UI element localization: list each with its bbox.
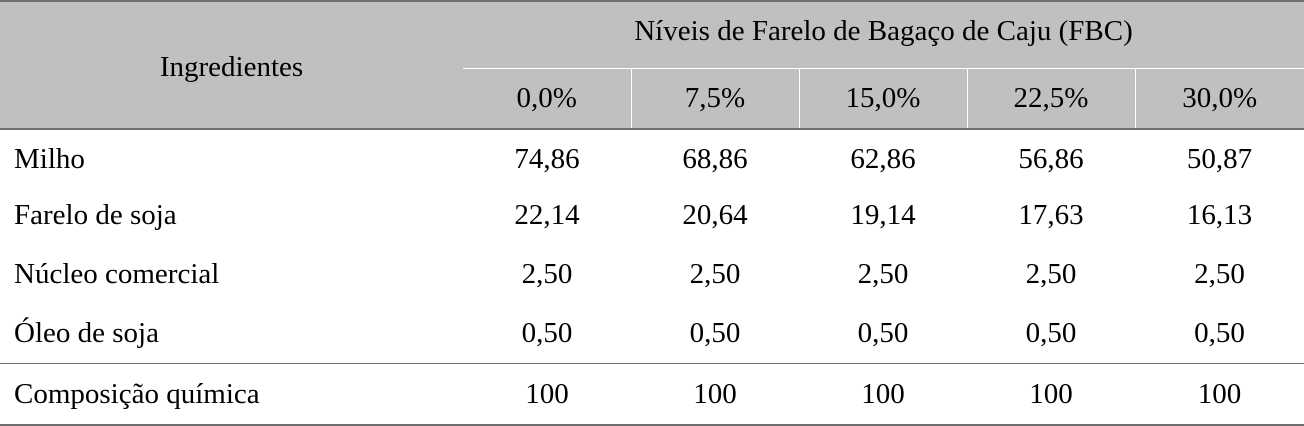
- table-cell: 0,50: [799, 304, 967, 364]
- level-header: 15,0%: [799, 69, 967, 130]
- table-cell: 22,14: [514, 199, 580, 231]
- level-header: 0,0%: [463, 69, 631, 130]
- table-row: [0, 129, 1304, 186]
- table-cell: 20,64: [682, 199, 748, 231]
- table-cell: 100: [631, 364, 799, 426]
- ingredient-name: Óleo de soja: [0, 304, 463, 364]
- table-header: [0, 1, 1304, 129]
- table-cell: 100: [1135, 364, 1304, 426]
- table-cell: 2,50: [857, 258, 909, 290]
- table-body: [0, 129, 1304, 425]
- table-row: [0, 186, 1304, 245]
- table-cell: 0,50: [1135, 304, 1304, 364]
- table-cell: 100: [799, 364, 967, 426]
- table-cell: 62,86: [850, 142, 916, 175]
- level-header: 7,5%: [631, 69, 799, 130]
- table-cell: 16,13: [1186, 199, 1253, 231]
- total-row: [0, 364, 1304, 426]
- table-cell: 68,86: [682, 142, 748, 175]
- table-cell: 100: [463, 364, 631, 426]
- table-row: [0, 245, 1304, 304]
- total-row-label: Composição química: [0, 364, 463, 426]
- table-cell: 2,50: [689, 258, 741, 290]
- table-row: [0, 304, 1304, 364]
- fbc-levels-header: Níveis de Farelo de Bagaço de Caju (FBC): [463, 1, 1304, 69]
- ingredient-name: Farelo de soja: [14, 199, 177, 231]
- table-cell: 2,50: [521, 258, 573, 290]
- level-header: 30,0%: [1135, 69, 1304, 130]
- ingredient-name: Núcleo comercial: [14, 258, 220, 290]
- table-cell: 0,50: [463, 304, 631, 364]
- table-cell: 2,50: [1025, 258, 1077, 290]
- table-cell: 100: [967, 364, 1135, 426]
- header-row-top: [0, 1, 1304, 69]
- table-cell: 50,87: [1186, 142, 1253, 175]
- table-cell: 56,86: [1018, 142, 1084, 175]
- table-cell: 0,50: [631, 304, 799, 364]
- level-header: 22,5%: [967, 69, 1135, 130]
- table-cell: 0,50: [967, 304, 1135, 364]
- table-cell: 2,50: [1194, 258, 1245, 290]
- table-cell: 74,86: [514, 142, 580, 175]
- ingredient-name: Milho: [14, 142, 85, 175]
- table-cell: 19,14: [850, 199, 916, 231]
- table-cell: 17,63: [1018, 199, 1084, 231]
- ingredients-column-header: Ingredientes: [0, 1, 463, 129]
